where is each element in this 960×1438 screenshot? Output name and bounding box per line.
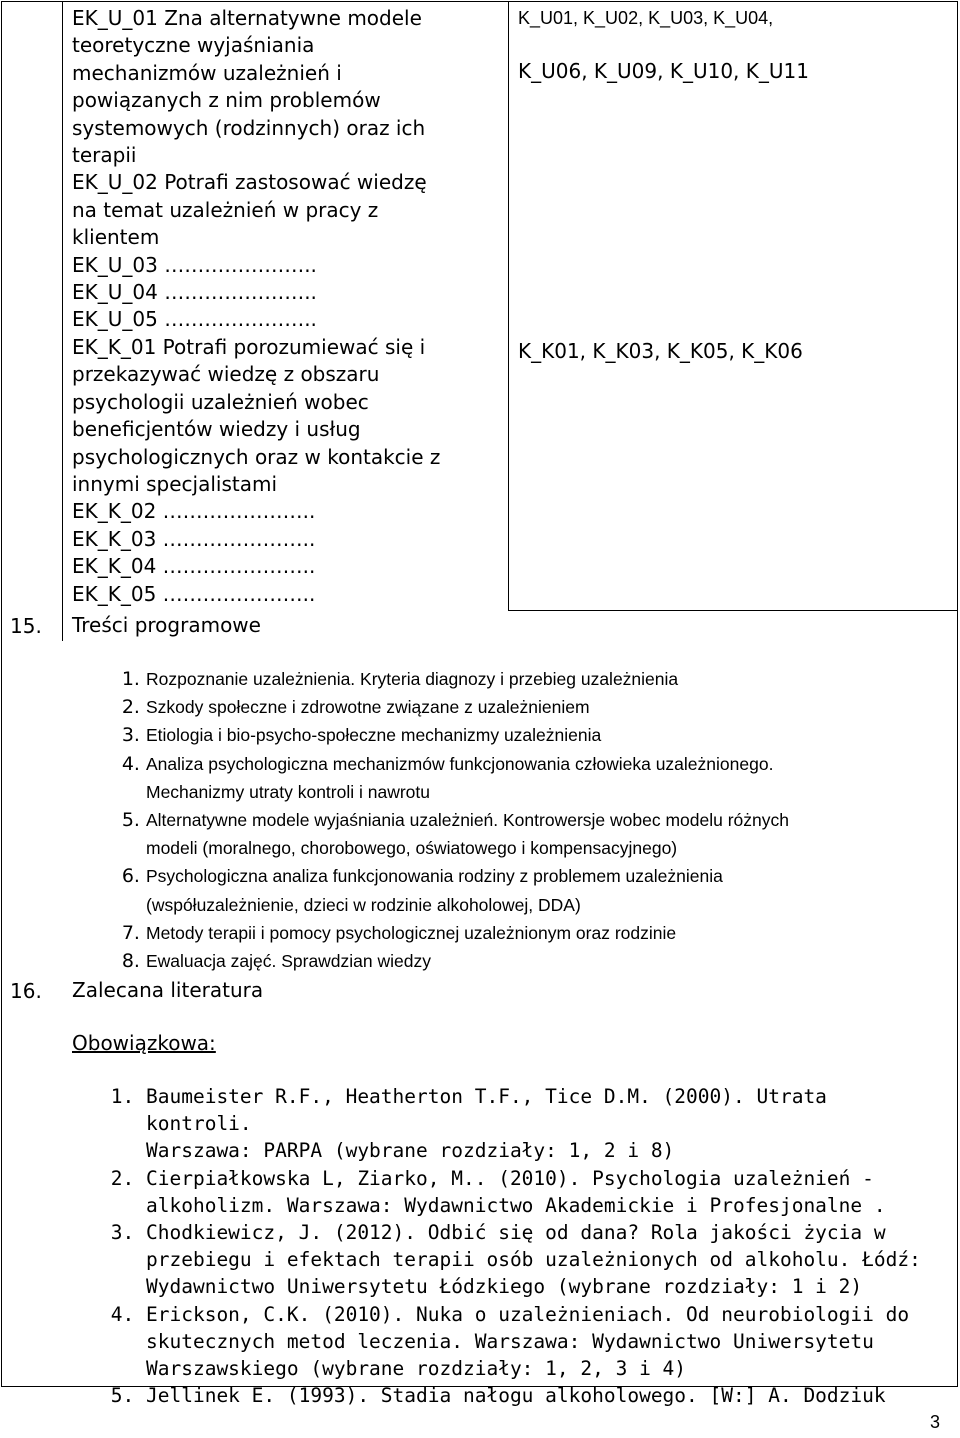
u-refs-line-1: K_U01, K_U02, K_U03, K_U04, <box>518 8 774 28</box>
outcome-line: EK_U_05 ………………….. <box>72 307 317 332</box>
topic-item: 8. Ewaluacja zajęć. Sprawdzian wiedzy <box>146 947 789 975</box>
topic-item: 4. Analiza psychologiczna mechanizmów funkcjonowania człowieka uzależnionego. Mechanizmy utraty kontroli i nawrotu <box>146 750 789 806</box>
outcome-line: klientem <box>72 225 160 250</box>
column-divider <box>508 1 509 611</box>
topic-item: 6. Psychologiczna analiza funkcjonowania rodziny z problemem uzależnienia (współuzależnienie, dzieci w rodzinie alkoholowej, DDA) <box>146 862 789 918</box>
learning-outcomes-list <box>72 5 440 608</box>
border-left <box>1 1 2 1387</box>
outcome-line: terapii <box>72 143 137 168</box>
outcome-line: EK_K_03 ………………….. <box>72 526 316 551</box>
page-number: 3 <box>930 1412 941 1432</box>
topic-item: 2. Szkody społeczne i zdrowotne związane z uzależnieniem <box>146 693 789 721</box>
border-right <box>957 1 958 611</box>
mandatory-literature-heading: Obowiązkowa: <box>72 1031 216 1055</box>
row-divider <box>508 610 958 611</box>
outcome-line: mechanizmów uzależnień i <box>72 60 342 85</box>
literature-item: 3. Chodkiewicz, J. (2012). Odbić się od dana? Rola jakości życia w przebiegu i efektach terapii osób uzależnionych od alkoholu. Łódź: Wydawnictwo Uniwersytetu Łódzkiego (wybrane rozdziały: 1 i 2) <box>146 1219 936 1301</box>
section-number-16: 16. <box>10 979 42 1003</box>
outcome-line: EK_K_02 ………………….. <box>72 499 316 524</box>
literature-list <box>106 1083 936 1409</box>
outcome-line: psychologicznych oraz w kontakcie z <box>72 444 441 469</box>
topic-item: 1. Rozpoznanie uzależnienia. Kryteria diagnozy i przebieg uzależnienia <box>146 665 789 693</box>
outcome-line: EK_K_01 Potrafi porozumiewać się i <box>72 334 426 359</box>
section-number-15: 15. <box>10 614 42 638</box>
topic-item: 3. Etiologia i bio-psycho-społeczne mechanizmy uzależnienia <box>146 721 789 749</box>
outcome-line: EK_K_04 ………………….. <box>72 554 316 579</box>
section-title-15: Treści programowe <box>72 613 261 637</box>
outcome-line: EK_U_03 ………………….. <box>72 252 317 277</box>
number-column-divider <box>62 1 63 641</box>
k-refs-line: K_K01, K_K03, K_K05, K_K06 <box>518 339 803 363</box>
program-topics-list <box>106 665 789 975</box>
topic-item: 7. Metody terapii i pomocy psychologicznej uzależnionym oraz rodzinie <box>146 919 789 947</box>
literature-item: 2. Cierpiałkowska L, Ziarko, M.. (2010). Psychologia uzależnień - alkoholizm. Warszawa: Wydawnictwo Akademickie i Profesjonalne . <box>146 1165 936 1219</box>
literature-item: 1. Baumeister R.F., Heatherton T.F., Tice D.M. (2000). Utrata kontroli. Warszawa: PARPA (wybrane rozdziały: 1, 2 i 8) <box>146 1083 936 1165</box>
outcome-line: przekazywać wiedzę z obszaru <box>72 362 380 387</box>
outcome-line: psychologii uzależnień wobec <box>72 389 369 414</box>
section-title-16: Zalecana literatura <box>72 978 264 1002</box>
outcome-line: teoretyczne wyjaśniania <box>72 33 315 58</box>
outcome-line: innymi specjalistami <box>72 471 278 496</box>
outcome-line: powiązanych z nim problemów <box>72 88 381 113</box>
literature-item: 5. Jellinek E. (1993). Stadia nałogu alkoholowego. [W:] A. Dodziuk <box>146 1382 936 1409</box>
outcome-line: na temat uzależnień w pracy z <box>72 197 379 222</box>
literature-item: 4. Erickson, C.K. (2010). Nuka o uzależnieniach. Od neurobiologii do skutecznych metod leczenia. Warszawa: Wydawnictwo Uniwersytetu Warszawskiego (wybrane rozdziały: 1, 2, 3 i 4) <box>146 1301 936 1383</box>
outcome-line: EK_K_05 ………………….. <box>72 581 316 606</box>
outcome-line: EK_U_04 ………………….. <box>72 280 317 305</box>
outcome-line: EK_U_01 Zna alternatywne modele <box>72 6 422 30</box>
outcome-line: beneficjentów wiedzy i usług <box>72 417 361 442</box>
outcome-line: systemowych (rodzinnych) oraz ich <box>72 115 426 140</box>
u-refs-line-2: K_U06, K_U09, K_U10, K_U11 <box>518 59 809 83</box>
outcome-line: EK_U_02 Potrafi zastosować wiedzę <box>72 170 427 195</box>
border-top <box>1 1 958 2</box>
border-right-lower <box>957 611 958 1387</box>
topic-item: 5. Alternatywne modele wyjaśniania uzależnień. Kontrowersje wobec modelu różnych modeli (moralnego, chorobowego, oświatowego i kompensacyjnego) <box>146 806 789 862</box>
